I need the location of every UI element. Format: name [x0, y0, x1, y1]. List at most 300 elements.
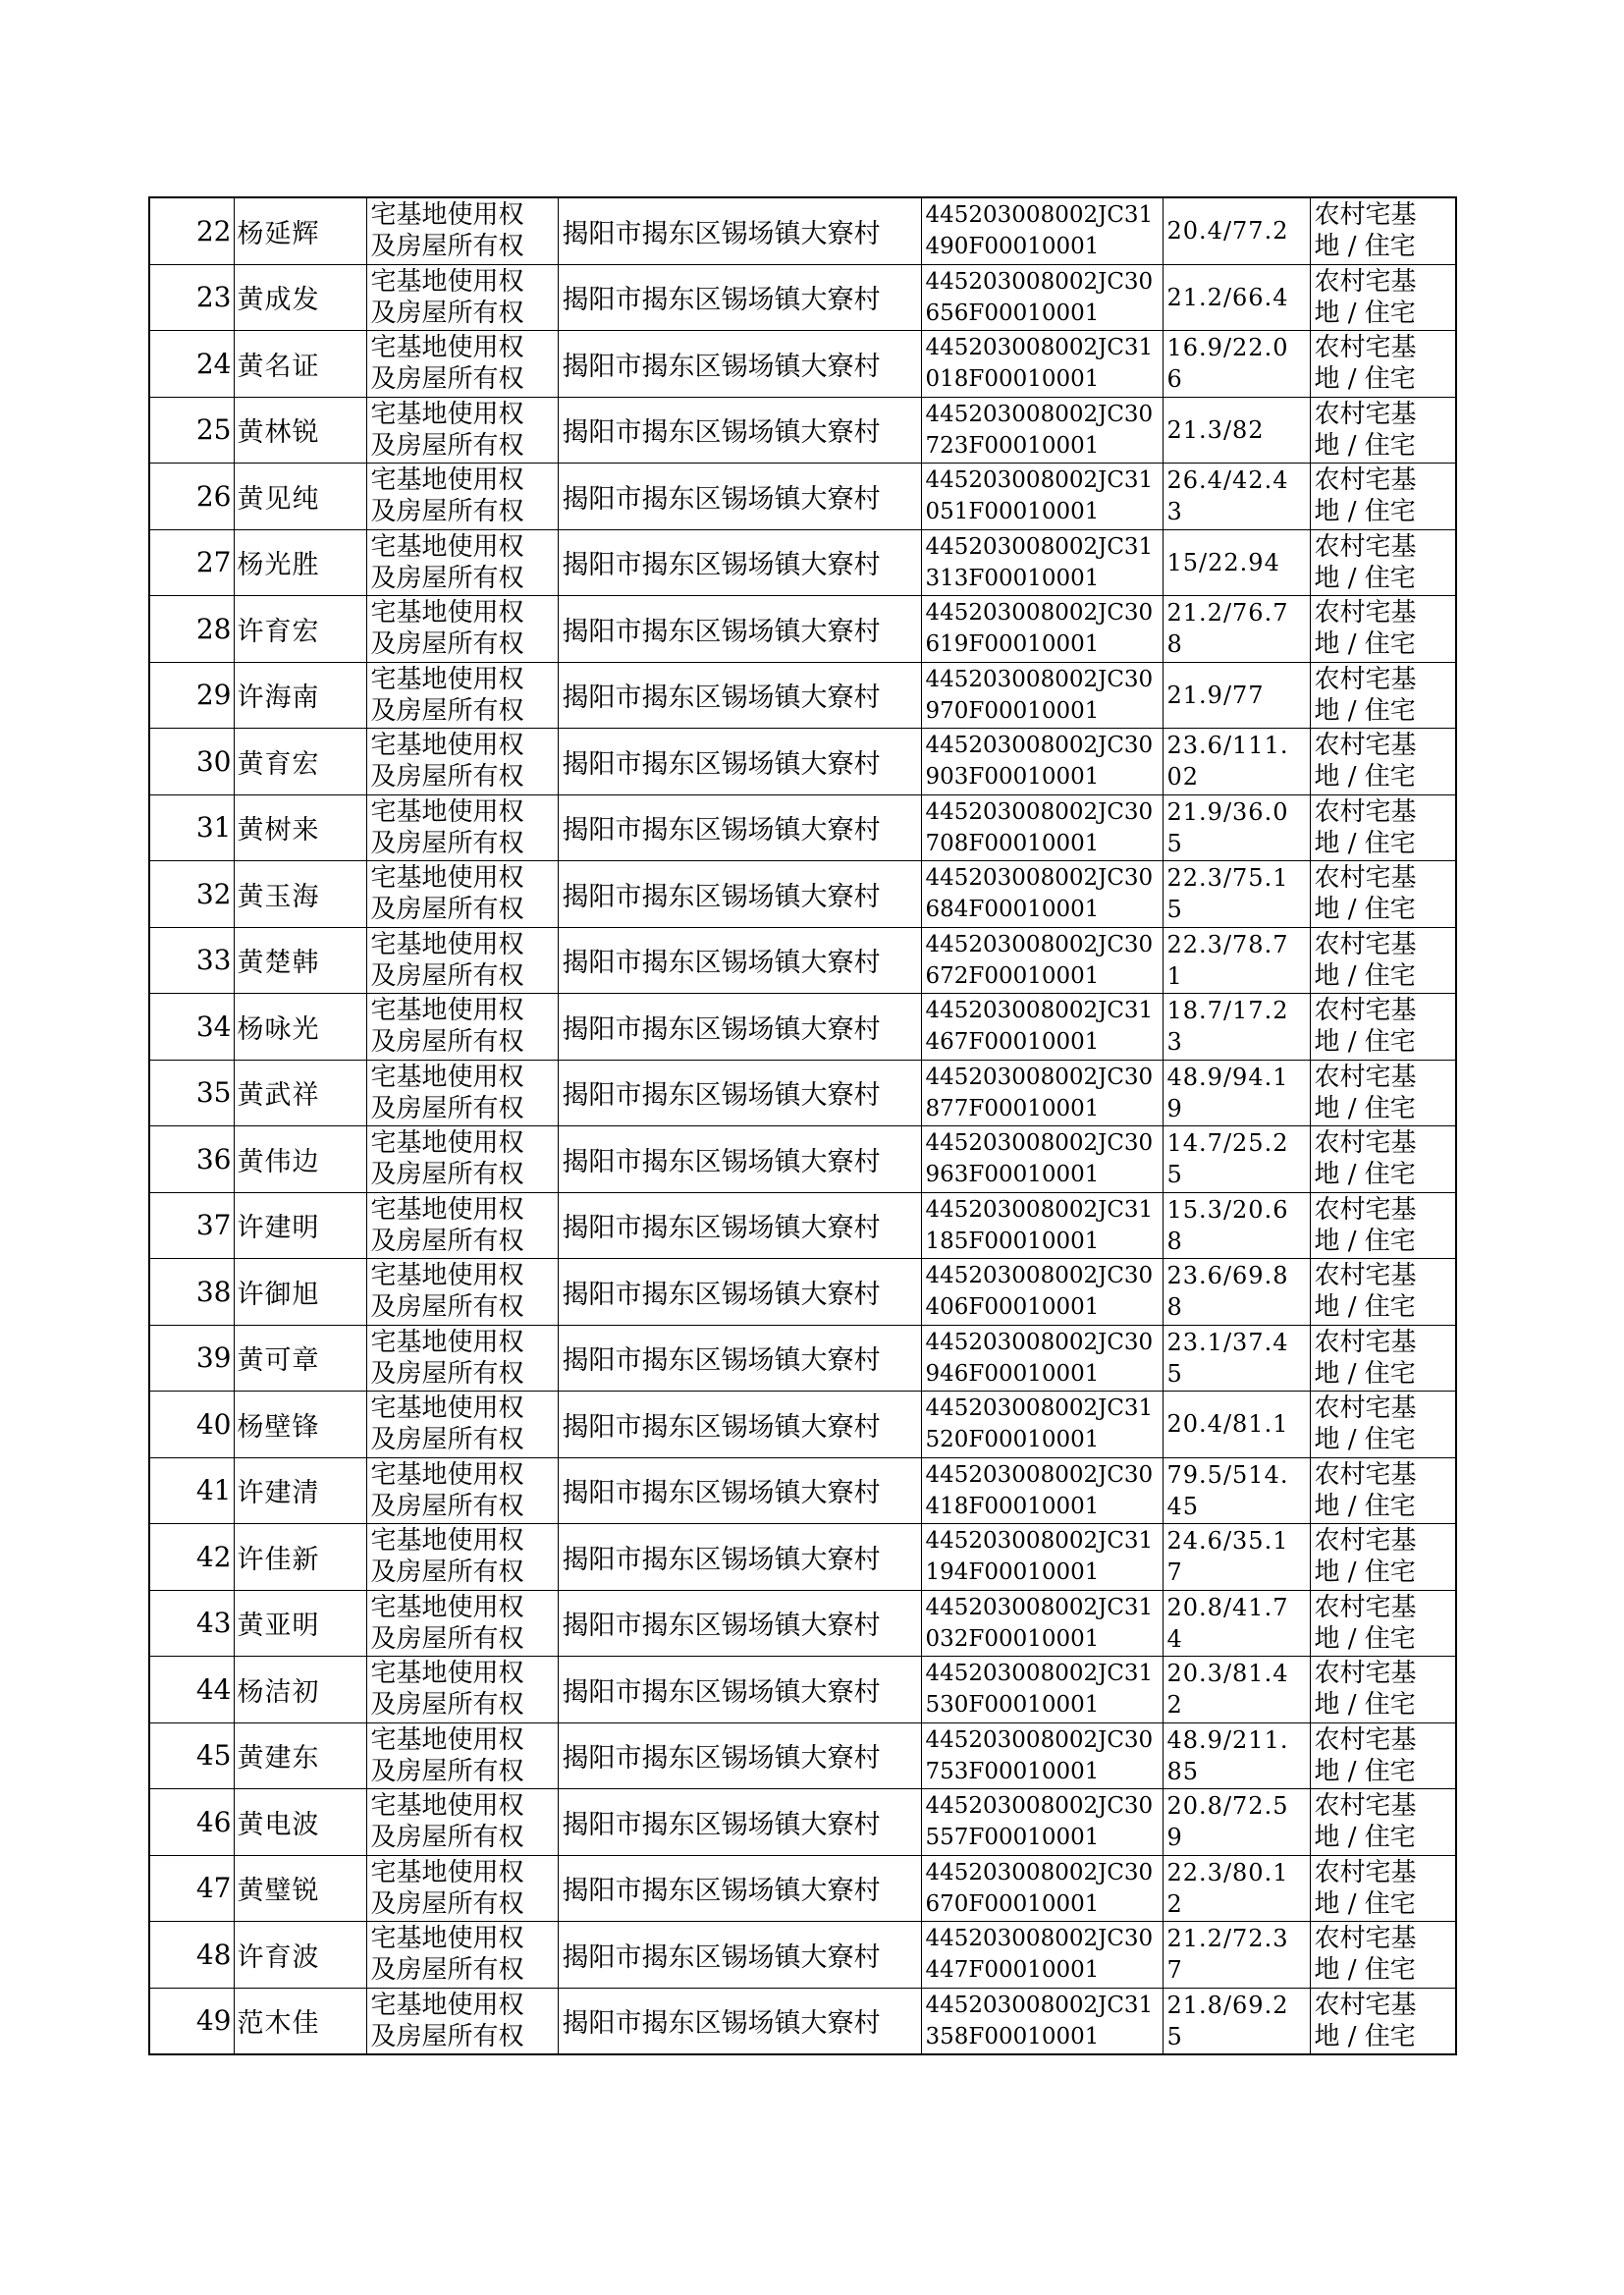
- area: [1163, 1988, 1310, 2054]
- land-use: [1310, 1325, 1456, 1392]
- owner-name: 黄伟边: [234, 1126, 366, 1193]
- area: [1163, 1392, 1310, 1458]
- area: [1163, 794, 1310, 861]
- unit-code: [921, 1855, 1163, 1922]
- area-line: 6: [1166, 365, 1183, 394]
- area: [1163, 1657, 1310, 1723]
- area-line: 20.4/77.2: [1166, 217, 1289, 246]
- area-line: 21.3/82: [1166, 415, 1265, 444]
- area-line: 21.8/69.2: [1166, 1991, 1289, 2019]
- location: 揭阳市揭东区锡场镇大寮村: [558, 1457, 921, 1524]
- code-line: 406F00010001: [925, 1294, 1100, 1321]
- owner-name: 杨咏光: [234, 994, 366, 1061]
- code-line: 445203008002JC30: [925, 1926, 1154, 1952]
- area-line: 48.9/211.: [1166, 1725, 1289, 1754]
- use-line: 地 / 住宅: [1314, 1557, 1416, 1588]
- land-use: [1310, 397, 1456, 464]
- area-line: 21.2/66.4: [1166, 283, 1289, 311]
- unit-code: [921, 1325, 1163, 1392]
- area-line: 3: [1166, 498, 1183, 526]
- land-use: [1310, 1259, 1456, 1326]
- land-use: [1310, 662, 1456, 729]
- code-line: 445203008002JC31: [925, 1992, 1154, 2018]
- area-line: 26.4/42.4: [1166, 466, 1289, 495]
- right_type-line: 宅基地使用权: [370, 1592, 524, 1622]
- area-line: 15.3/20.6: [1166, 1195, 1289, 1224]
- row-number: 26: [149, 464, 234, 530]
- row-number: 38: [149, 1259, 234, 1326]
- right_type-line: 及房屋所有权: [370, 430, 524, 461]
- use-line: 地 / 住宅: [1314, 298, 1416, 328]
- owner-name: 许海南: [234, 662, 366, 729]
- location: 揭阳市揭东区锡场镇大寮村: [558, 927, 921, 994]
- use-line: 农村宅基: [1314, 929, 1417, 959]
- area-line: 8: [1166, 630, 1183, 659]
- area-line: 23.1/37.4: [1166, 1328, 1289, 1356]
- code-line: 445203008002JC30: [925, 1064, 1154, 1090]
- use-line: 地 / 住宅: [1314, 1955, 1416, 1986]
- owner-name: 杨光胜: [234, 529, 366, 596]
- use-line: 农村宅基: [1314, 664, 1417, 694]
- area-line: 8: [1166, 1293, 1183, 1322]
- owner-name: 黄林锐: [234, 397, 366, 464]
- owner-name: 杨延辉: [234, 197, 366, 264]
- area-line: 2: [1166, 1691, 1183, 1720]
- code-line: 445203008002JC30: [925, 865, 1154, 892]
- right-type: [366, 331, 558, 398]
- land-use: [1310, 596, 1456, 663]
- right_type-line: 及房屋所有权: [370, 1226, 524, 1256]
- code-line: 445203008002JC30: [925, 1859, 1154, 1885]
- owner-name: 范木佳: [234, 1988, 366, 2054]
- area-line: 20.8/72.5: [1166, 1792, 1289, 1821]
- right_type-line: 及房屋所有权: [370, 1888, 524, 1919]
- right-type: [366, 1392, 558, 1458]
- right-type: [366, 1457, 558, 1524]
- right_type-line: 及房屋所有权: [370, 1690, 524, 1721]
- right-type: [366, 529, 558, 596]
- area: [1163, 1789, 1310, 1856]
- location: 揭阳市揭东区锡场镇大寮村: [558, 331, 921, 398]
- table-row: [149, 1922, 1456, 1989]
- area-line: 9: [1166, 1094, 1183, 1122]
- location: 揭阳市揭东区锡场镇大寮村: [558, 1988, 921, 2054]
- area-line: 1: [1166, 961, 1183, 990]
- use-line: 地 / 住宅: [1314, 895, 1416, 925]
- use-line: 地 / 住宅: [1314, 1292, 1416, 1323]
- right_type-line: 及房屋所有权: [370, 563, 524, 593]
- land-use: [1310, 1922, 1456, 1989]
- area: [1163, 1259, 1310, 1326]
- owner-name: 杨壁锋: [234, 1392, 366, 1458]
- code-line: 445203008002JC30: [925, 666, 1154, 692]
- area-line: 20.3/81.4: [1166, 1660, 1289, 1688]
- area: [1163, 197, 1310, 264]
- area: [1163, 264, 1310, 331]
- right_type-line: 及房屋所有权: [370, 232, 524, 262]
- right_type-line: 宅基地使用权: [370, 1128, 524, 1159]
- use-line: 农村宅基: [1314, 598, 1417, 628]
- area-line: 3: [1166, 1028, 1183, 1057]
- code-line: 445203008002JC31: [925, 1528, 1154, 1555]
- use-line: 地 / 住宅: [1314, 1623, 1416, 1654]
- table-row: [149, 1524, 1456, 1591]
- use-line: 农村宅基: [1314, 996, 1417, 1026]
- area: [1163, 1855, 1310, 1922]
- land-use: [1310, 994, 1456, 1061]
- area-line: 21.2/72.3: [1166, 1925, 1289, 1953]
- location: 揭阳市揭东区锡场镇大寮村: [558, 1126, 921, 1193]
- location: 揭阳市揭东区锡场镇大寮村: [558, 1325, 921, 1392]
- right_type-line: 及房屋所有权: [370, 497, 524, 527]
- row-number: 35: [149, 1060, 234, 1126]
- code-line: 467F00010001: [925, 1029, 1100, 1056]
- right_type-line: 宅基地使用权: [370, 929, 524, 959]
- area-line: 14.7/25.2: [1166, 1129, 1289, 1158]
- use-line: 地 / 住宅: [1314, 364, 1416, 395]
- use-line: 地 / 住宅: [1314, 960, 1416, 991]
- location: 揭阳市揭东区锡场镇大寮村: [558, 264, 921, 331]
- owner-name: 黄名证: [234, 331, 366, 398]
- use-line: 农村宅基: [1314, 1062, 1417, 1092]
- right_type-line: 及房屋所有权: [370, 1623, 524, 1654]
- right-type: [366, 861, 558, 928]
- right_type-line: 宅基地使用权: [370, 200, 524, 231]
- row-number: 24: [149, 331, 234, 398]
- right_type-line: 宅基地使用权: [370, 1924, 524, 1954]
- right_type-line: 宅基地使用权: [370, 465, 524, 496]
- right-type: [366, 596, 558, 663]
- right_type-line: 宅基地使用权: [370, 664, 524, 694]
- row-number: 34: [149, 994, 234, 1061]
- code-line: 194F00010001: [925, 1559, 1100, 1586]
- area-line: 22.3/80.1: [1166, 1858, 1289, 1886]
- use-line: 地 / 住宅: [1314, 762, 1416, 792]
- table-row: [149, 264, 1456, 331]
- owner-name: 许育宏: [234, 596, 366, 663]
- unit-code: [921, 794, 1163, 861]
- right_type-line: 及房屋所有权: [370, 1823, 524, 1853]
- unit-code: [921, 1457, 1163, 1524]
- right-type: [366, 1060, 558, 1126]
- location: 揭阳市揭东区锡场镇大寮村: [558, 1192, 921, 1259]
- owner-name: 黄玉海: [234, 861, 366, 928]
- code-line: 445203008002JC30: [925, 401, 1154, 427]
- owner-name: 许育波: [234, 1922, 366, 1989]
- table-row: [149, 1259, 1456, 1326]
- location: 揭阳市揭东区锡场镇大寮村: [558, 197, 921, 264]
- row-number: 23: [149, 264, 234, 331]
- right_type-line: 宅基地使用权: [370, 863, 524, 894]
- owner-name: 许建明: [234, 1192, 366, 1259]
- area-line: 15/22.94: [1166, 548, 1280, 576]
- code-line: 445203008002JC31: [925, 1395, 1154, 1422]
- unit-code: [921, 1922, 1163, 1989]
- right_type-line: 宅基地使用权: [370, 598, 524, 628]
- land-use: [1310, 1722, 1456, 1789]
- code-line: 445203008002JC31: [925, 1594, 1154, 1620]
- row-number: 49: [149, 1988, 234, 2054]
- location: 揭阳市揭东区锡场镇大寮村: [558, 596, 921, 663]
- unit-code: [921, 1126, 1163, 1193]
- location: 揭阳市揭东区锡场镇大寮村: [558, 1590, 921, 1657]
- use-line: 农村宅基: [1314, 465, 1417, 496]
- code-line: 445203008002JC31: [925, 1661, 1154, 1687]
- use-line: 农村宅基: [1314, 1592, 1417, 1622]
- use-line: 农村宅基: [1314, 399, 1417, 429]
- unit-code: [921, 729, 1163, 795]
- use-line: 农村宅基: [1314, 1791, 1417, 1822]
- table-row: [149, 1988, 1456, 2054]
- code-line: 418F00010001: [925, 1493, 1100, 1519]
- use-line: 农村宅基: [1314, 1327, 1417, 1357]
- table-row: [149, 861, 1456, 928]
- right_type-line: 及房屋所有权: [370, 960, 524, 991]
- right_type-line: 宅基地使用权: [370, 1659, 524, 1689]
- area: [1163, 662, 1310, 729]
- location: 揭阳市揭东区锡场镇大寮村: [558, 464, 921, 530]
- area-line: 5: [1166, 2022, 1183, 2050]
- right-type: [366, 464, 558, 530]
- right_type-line: 宅基地使用权: [370, 731, 524, 761]
- code-line: 723F00010001: [925, 432, 1100, 459]
- table-row: [149, 1855, 1456, 1922]
- unit-code: [921, 927, 1163, 994]
- area: [1163, 1590, 1310, 1657]
- use-line: 农村宅基: [1314, 796, 1417, 827]
- code-line: 656F00010001: [925, 300, 1100, 326]
- code-line: 753F00010001: [925, 1758, 1100, 1784]
- use-line: 地 / 住宅: [1314, 695, 1416, 726]
- area-line: 22.3/78.7: [1166, 930, 1289, 958]
- area-line: 4: [1166, 1624, 1183, 1653]
- table-row: [149, 1789, 1456, 1856]
- code-line: 670F00010001: [925, 1890, 1100, 1917]
- table-row: [149, 1392, 1456, 1458]
- use-line: 地 / 住宅: [1314, 629, 1416, 660]
- area-line: 24.6/35.1: [1166, 1527, 1289, 1556]
- code-line: 520F00010001: [925, 1427, 1100, 1453]
- area-line: 7: [1166, 1558, 1183, 1587]
- unit-code: [921, 264, 1163, 331]
- row-number: 48: [149, 1922, 234, 1989]
- area: [1163, 994, 1310, 1061]
- use-line: 农村宅基: [1314, 1924, 1417, 1954]
- code-line: 445203008002JC31: [925, 202, 1154, 229]
- right_type-line: 及房屋所有权: [370, 1160, 524, 1190]
- row-number: 22: [149, 197, 234, 264]
- code-line: 445203008002JC30: [925, 733, 1154, 759]
- land-use: [1310, 729, 1456, 795]
- table-row: [149, 1722, 1456, 1789]
- unit-code: [921, 596, 1163, 663]
- location: 揭阳市揭东区锡场镇大寮村: [558, 729, 921, 795]
- right_type-line: 宅基地使用权: [370, 1724, 524, 1755]
- unit-code: [921, 1657, 1163, 1723]
- right_type-line: 及房屋所有权: [370, 695, 524, 726]
- owner-name: 许佳新: [234, 1524, 366, 1591]
- right-type: [366, 264, 558, 331]
- right-type: [366, 1855, 558, 1922]
- code-line: 445203008002JC30: [925, 1793, 1154, 1820]
- code-line: 032F00010001: [925, 1625, 1100, 1652]
- row-number: 32: [149, 861, 234, 928]
- unit-code: [921, 994, 1163, 1061]
- right_type-line: 及房屋所有权: [370, 1093, 524, 1123]
- unit-code: [921, 331, 1163, 398]
- right-type: [366, 1259, 558, 1326]
- owner-name: 黄可章: [234, 1325, 366, 1392]
- unit-code: [921, 1789, 1163, 1856]
- right_type-line: 及房屋所有权: [370, 364, 524, 395]
- right_type-line: 宅基地使用权: [370, 1393, 524, 1424]
- table-row: [149, 1657, 1456, 1723]
- table-row: [149, 1457, 1456, 1524]
- land-use: [1310, 264, 1456, 331]
- row-number: 30: [149, 729, 234, 795]
- table-row: [149, 1126, 1456, 1193]
- location: 揭阳市揭东区锡场镇大寮村: [558, 861, 921, 928]
- code-line: 445203008002JC31: [925, 1196, 1154, 1223]
- area-line: 21.2/76.7: [1166, 599, 1289, 628]
- right_type-line: 宅基地使用权: [370, 1194, 524, 1225]
- land-use: [1310, 1126, 1456, 1193]
- use-line: 农村宅基: [1314, 200, 1417, 231]
- unit-code: [921, 197, 1163, 264]
- right_type-line: 及房屋所有权: [370, 895, 524, 925]
- area: [1163, 861, 1310, 928]
- code-line: 619F00010001: [925, 631, 1100, 658]
- code-line: 445203008002JC31: [925, 467, 1154, 494]
- right_type-line: 宅基地使用权: [370, 1857, 524, 1887]
- area-line: 8: [1166, 1227, 1183, 1255]
- row-number: 43: [149, 1590, 234, 1657]
- row-number: 42: [149, 1524, 234, 1591]
- owner-name: 黄璧锐: [234, 1855, 366, 1922]
- owner-name: 黄成发: [234, 264, 366, 331]
- row-number: 45: [149, 1722, 234, 1789]
- register-body: [149, 197, 1456, 2054]
- code-line: 672F00010001: [925, 962, 1100, 989]
- use-line: 农村宅基: [1314, 531, 1417, 562]
- use-line: 农村宅基: [1314, 1724, 1417, 1755]
- code-line: 530F00010001: [925, 1692, 1100, 1719]
- right_type-line: 宅基地使用权: [370, 1327, 524, 1357]
- right-type: [366, 1988, 558, 2054]
- table-row: [149, 994, 1456, 1061]
- use-line: 农村宅基: [1314, 1128, 1417, 1159]
- area-line: 2: [1166, 1889, 1183, 1918]
- table-row: [149, 1192, 1456, 1259]
- right-type: [366, 1789, 558, 1856]
- land-use: [1310, 331, 1456, 398]
- code-line: 684F00010001: [925, 897, 1100, 923]
- use-line: 农村宅基: [1314, 731, 1417, 761]
- use-line: 农村宅基: [1314, 333, 1417, 363]
- use-line: 地 / 住宅: [1314, 1888, 1416, 1919]
- right_type-line: 及房屋所有权: [370, 1491, 524, 1521]
- area: [1163, 397, 1310, 464]
- area: [1163, 331, 1310, 398]
- use-line: 地 / 住宅: [1314, 1226, 1416, 1256]
- area-line: 21.9/36.0: [1166, 797, 1289, 826]
- land-use: [1310, 1457, 1456, 1524]
- right_type-line: 宅基地使用权: [370, 996, 524, 1026]
- location: 揭阳市揭东区锡场镇大寮村: [558, 1259, 921, 1326]
- row-number: 28: [149, 596, 234, 663]
- use-line: 地 / 住宅: [1314, 828, 1416, 858]
- right-type: [366, 994, 558, 1061]
- code-line: 313F00010001: [925, 565, 1100, 591]
- location: 揭阳市揭东区锡场镇大寮村: [558, 1392, 921, 1458]
- use-line: 农村宅基: [1314, 1393, 1417, 1424]
- unit-code: [921, 1722, 1163, 1789]
- land-use: [1310, 861, 1456, 928]
- location: 揭阳市揭东区锡场镇大寮村: [558, 529, 921, 596]
- unit-code: [921, 397, 1163, 464]
- property-register-table: [148, 196, 1457, 2055]
- area-line: 23.6/111.: [1166, 732, 1289, 760]
- use-line: 地 / 住宅: [1314, 563, 1416, 593]
- right_type-line: 及房屋所有权: [370, 828, 524, 858]
- right-type: [366, 1192, 558, 1259]
- use-line: 农村宅基: [1314, 863, 1417, 894]
- area-line: 5: [1166, 1161, 1183, 1189]
- unit-code: [921, 1060, 1163, 1126]
- row-number: 47: [149, 1855, 234, 1922]
- area: [1163, 729, 1310, 795]
- table-row: [149, 331, 1456, 398]
- right-type: [366, 794, 558, 861]
- location: 揭阳市揭东区锡场镇大寮村: [558, 794, 921, 861]
- use-line: 地 / 住宅: [1314, 1358, 1416, 1389]
- right_type-line: 宅基地使用权: [370, 399, 524, 429]
- code-line: 445203008002JC30: [925, 1130, 1154, 1157]
- area-line: 21.9/77: [1166, 681, 1265, 709]
- right-type: [366, 1590, 558, 1657]
- code-line: 185F00010001: [925, 1228, 1100, 1254]
- unit-code: [921, 1259, 1163, 1326]
- code-line: 877F00010001: [925, 1095, 1100, 1121]
- right_type-line: 宅基地使用权: [370, 531, 524, 562]
- use-line: 农村宅基: [1314, 1194, 1417, 1225]
- right-type: [366, 662, 558, 729]
- row-number: 40: [149, 1392, 234, 1458]
- land-use: [1310, 464, 1456, 530]
- right-type: [366, 1922, 558, 1989]
- right_type-line: 及房屋所有权: [370, 1955, 524, 1986]
- code-line: 946F00010001: [925, 1360, 1100, 1387]
- area-line: 23.6/69.8: [1166, 1262, 1289, 1290]
- code-line: 445203008002JC31: [925, 998, 1154, 1024]
- location: 揭阳市揭东区锡场镇大寮村: [558, 1722, 921, 1789]
- location: 揭阳市揭东区锡场镇大寮村: [558, 397, 921, 464]
- code-line: 445203008002JC30: [925, 1329, 1154, 1355]
- land-use: [1310, 1855, 1456, 1922]
- area: [1163, 1325, 1310, 1392]
- land-use: [1310, 1192, 1456, 1259]
- right_type-line: 及房屋所有权: [370, 762, 524, 792]
- area: [1163, 1922, 1310, 1989]
- owner-name: 黄树来: [234, 794, 366, 861]
- table-row: [149, 927, 1456, 994]
- owner-name: 许建清: [234, 1457, 366, 1524]
- right_type-line: 宅基地使用权: [370, 1526, 524, 1557]
- code-line: 358F00010001: [925, 2023, 1100, 2049]
- unit-code: [921, 1192, 1163, 1259]
- right-type: [366, 927, 558, 994]
- code-line: 963F00010001: [925, 1162, 1100, 1188]
